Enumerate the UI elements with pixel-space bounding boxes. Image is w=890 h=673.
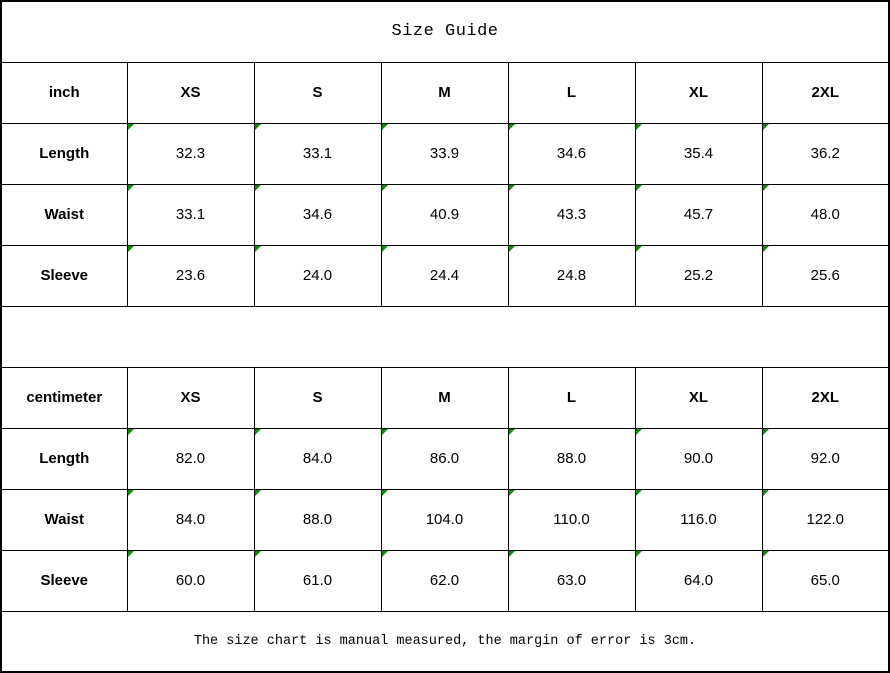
cell-corner-flag-icon <box>128 551 135 558</box>
value-cell <box>508 489 635 550</box>
value-cell <box>762 245 889 306</box>
value-cell <box>127 123 254 184</box>
cell-corner-flag-icon <box>255 551 262 558</box>
cell-corner-flag-icon <box>636 429 643 436</box>
value-cell <box>635 245 762 306</box>
cell-corner-flag-icon <box>636 185 643 192</box>
cell-corner-flag-icon <box>636 490 643 497</box>
value-cell <box>508 550 635 611</box>
value-cell <box>127 428 254 489</box>
row-label: Length <box>1 428 127 489</box>
size-column-header-l: L <box>508 62 635 123</box>
table-row-cm-waist <box>1 489 889 550</box>
row-label: Waist <box>1 184 127 245</box>
spacer-cell <box>1 306 889 367</box>
cell-corner-flag-icon <box>382 185 389 192</box>
value-cell <box>127 184 254 245</box>
cell-corner-flag-icon <box>382 246 389 253</box>
cell-value: 82.0 <box>175 450 206 467</box>
cell-value: 36.2 <box>810 145 840 162</box>
table-row-cm-length <box>1 428 889 489</box>
value-cell <box>381 428 508 489</box>
centimeter-header-row <box>1 367 889 428</box>
value-cell <box>762 489 889 550</box>
cell-value: 32.3 <box>175 145 206 162</box>
cell-corner-flag-icon <box>763 551 770 558</box>
cell-value: 24.8 <box>556 267 587 284</box>
value-cell <box>254 489 381 550</box>
cell-value: 35.4 <box>683 145 714 162</box>
cell-corner-flag-icon <box>636 551 643 558</box>
inch-header-row <box>1 62 889 123</box>
value-cell <box>508 428 635 489</box>
cell-corner-flag-icon <box>636 246 643 253</box>
cell-value: 88.0 <box>556 450 587 467</box>
cell-corner-flag-icon <box>128 429 135 436</box>
cell-corner-flag-icon <box>763 246 770 253</box>
value-cell <box>254 184 381 245</box>
cell-value: 116.0 <box>680 511 717 528</box>
value-cell <box>127 489 254 550</box>
value-cell <box>762 428 889 489</box>
row-label: Sleeve <box>1 245 127 306</box>
size-column-header-l: L <box>508 367 635 428</box>
cell-value: 24.4 <box>429 267 460 284</box>
cell-value: 33.1 <box>175 206 206 223</box>
size-column-header-m: M <box>381 367 508 428</box>
value-cell <box>508 184 635 245</box>
value-cell <box>254 123 381 184</box>
value-cell <box>381 550 508 611</box>
size-column-header-xs: XS <box>127 62 254 123</box>
cell-value: 86.0 <box>429 450 460 467</box>
size-column-header-2xl: 2XL <box>762 62 889 123</box>
cell-value: 92.0 <box>810 450 840 467</box>
cell-value: 84.0 <box>302 450 333 467</box>
value-cell <box>635 123 762 184</box>
cell-value: 33.9 <box>429 145 460 162</box>
cell-value: 33.1 <box>302 145 333 162</box>
value-cell <box>254 245 381 306</box>
cell-corner-flag-icon <box>509 490 516 497</box>
value-cell <box>762 123 889 184</box>
cell-value: 90.0 <box>683 450 714 467</box>
cell-value: 45.7 <box>683 206 714 223</box>
cell-corner-flag-icon <box>382 429 389 436</box>
row-label: Sleeve <box>1 550 127 611</box>
value-cell <box>254 550 381 611</box>
cell-value: 62.0 <box>429 572 460 589</box>
cell-value: 104.0 <box>425 511 464 528</box>
title-row <box>1 1 889 62</box>
value-cell <box>127 245 254 306</box>
cell-corner-flag-icon <box>509 246 516 253</box>
cell-corner-flag-icon <box>382 490 389 497</box>
cell-value: 34.6 <box>556 145 587 162</box>
value-cell <box>635 489 762 550</box>
cell-corner-flag-icon <box>255 185 262 192</box>
page-title: Size Guide <box>1 1 889 62</box>
value-cell <box>762 550 889 611</box>
cell-value: 24.0 <box>302 267 333 284</box>
value-cell <box>254 428 381 489</box>
cell-corner-flag-icon <box>255 246 262 253</box>
table-row-inch-waist <box>1 184 889 245</box>
value-cell <box>381 123 508 184</box>
value-cell <box>635 550 762 611</box>
size-column-header-m: M <box>381 62 508 123</box>
cell-value: 40.9 <box>429 206 460 223</box>
cell-value: 23.6 <box>175 267 206 284</box>
cell-value: 64.0 <box>683 572 714 589</box>
value-cell <box>508 123 635 184</box>
cell-corner-flag-icon <box>382 124 389 131</box>
unit-header-inch: inch <box>1 62 127 123</box>
cell-value: 63.0 <box>556 572 587 589</box>
row-label: Waist <box>1 489 127 550</box>
cell-value: 61.0 <box>302 572 333 589</box>
cell-corner-flag-icon <box>509 124 516 131</box>
cell-corner-flag-icon <box>509 551 516 558</box>
footer-note: The size chart is manual measured, the margin of error is 3cm. <box>1 611 889 672</box>
cell-value: 43.3 <box>556 206 587 223</box>
cell-value: 25.2 <box>683 267 714 284</box>
cell-corner-flag-icon <box>255 429 262 436</box>
cell-value: 84.0 <box>175 511 206 528</box>
cell-corner-flag-icon <box>763 185 770 192</box>
size-column-header-xl: XL <box>635 62 762 123</box>
value-cell <box>381 489 508 550</box>
cell-value: 122.0 <box>806 511 845 528</box>
size-column-header-xs: XS <box>127 367 254 428</box>
value-cell <box>127 550 254 611</box>
cell-value: 25.6 <box>810 267 840 284</box>
table-row-inch-length <box>1 123 889 184</box>
cell-corner-flag-icon <box>255 490 262 497</box>
size-column-header-s: S <box>254 367 381 428</box>
cell-value: 48.0 <box>810 206 840 223</box>
cell-corner-flag-icon <box>636 124 643 131</box>
cell-corner-flag-icon <box>382 551 389 558</box>
cell-corner-flag-icon <box>763 124 770 131</box>
cell-corner-flag-icon <box>128 246 135 253</box>
footer-row <box>1 611 889 672</box>
cell-corner-flag-icon <box>509 429 516 436</box>
cell-corner-flag-icon <box>128 185 135 192</box>
cell-corner-flag-icon <box>128 490 135 497</box>
cell-corner-flag-icon <box>128 124 135 131</box>
row-label: Length <box>1 123 127 184</box>
cell-corner-flag-icon <box>509 185 516 192</box>
value-cell <box>635 184 762 245</box>
spacer-row <box>1 306 889 367</box>
value-cell <box>508 245 635 306</box>
size-column-header-xl: XL <box>635 367 762 428</box>
cell-corner-flag-icon <box>763 429 770 436</box>
table-row-inch-sleeve <box>1 245 889 306</box>
size-column-header-2xl: 2XL <box>762 367 889 428</box>
cell-value: 60.0 <box>175 572 206 589</box>
cell-corner-flag-icon <box>255 124 262 131</box>
cell-corner-flag-icon <box>763 490 770 497</box>
value-cell <box>762 184 889 245</box>
cell-value: 110.0 <box>553 511 590 528</box>
value-cell <box>635 428 762 489</box>
cell-value: 34.6 <box>302 206 333 223</box>
cell-value: 88.0 <box>302 511 333 528</box>
size-column-header-s: S <box>254 62 381 123</box>
cell-value: 65.0 <box>810 572 840 589</box>
value-cell <box>381 245 508 306</box>
value-cell <box>381 184 508 245</box>
table-row-cm-sleeve <box>1 550 889 611</box>
unit-header-centimeter: centimeter <box>1 367 127 428</box>
